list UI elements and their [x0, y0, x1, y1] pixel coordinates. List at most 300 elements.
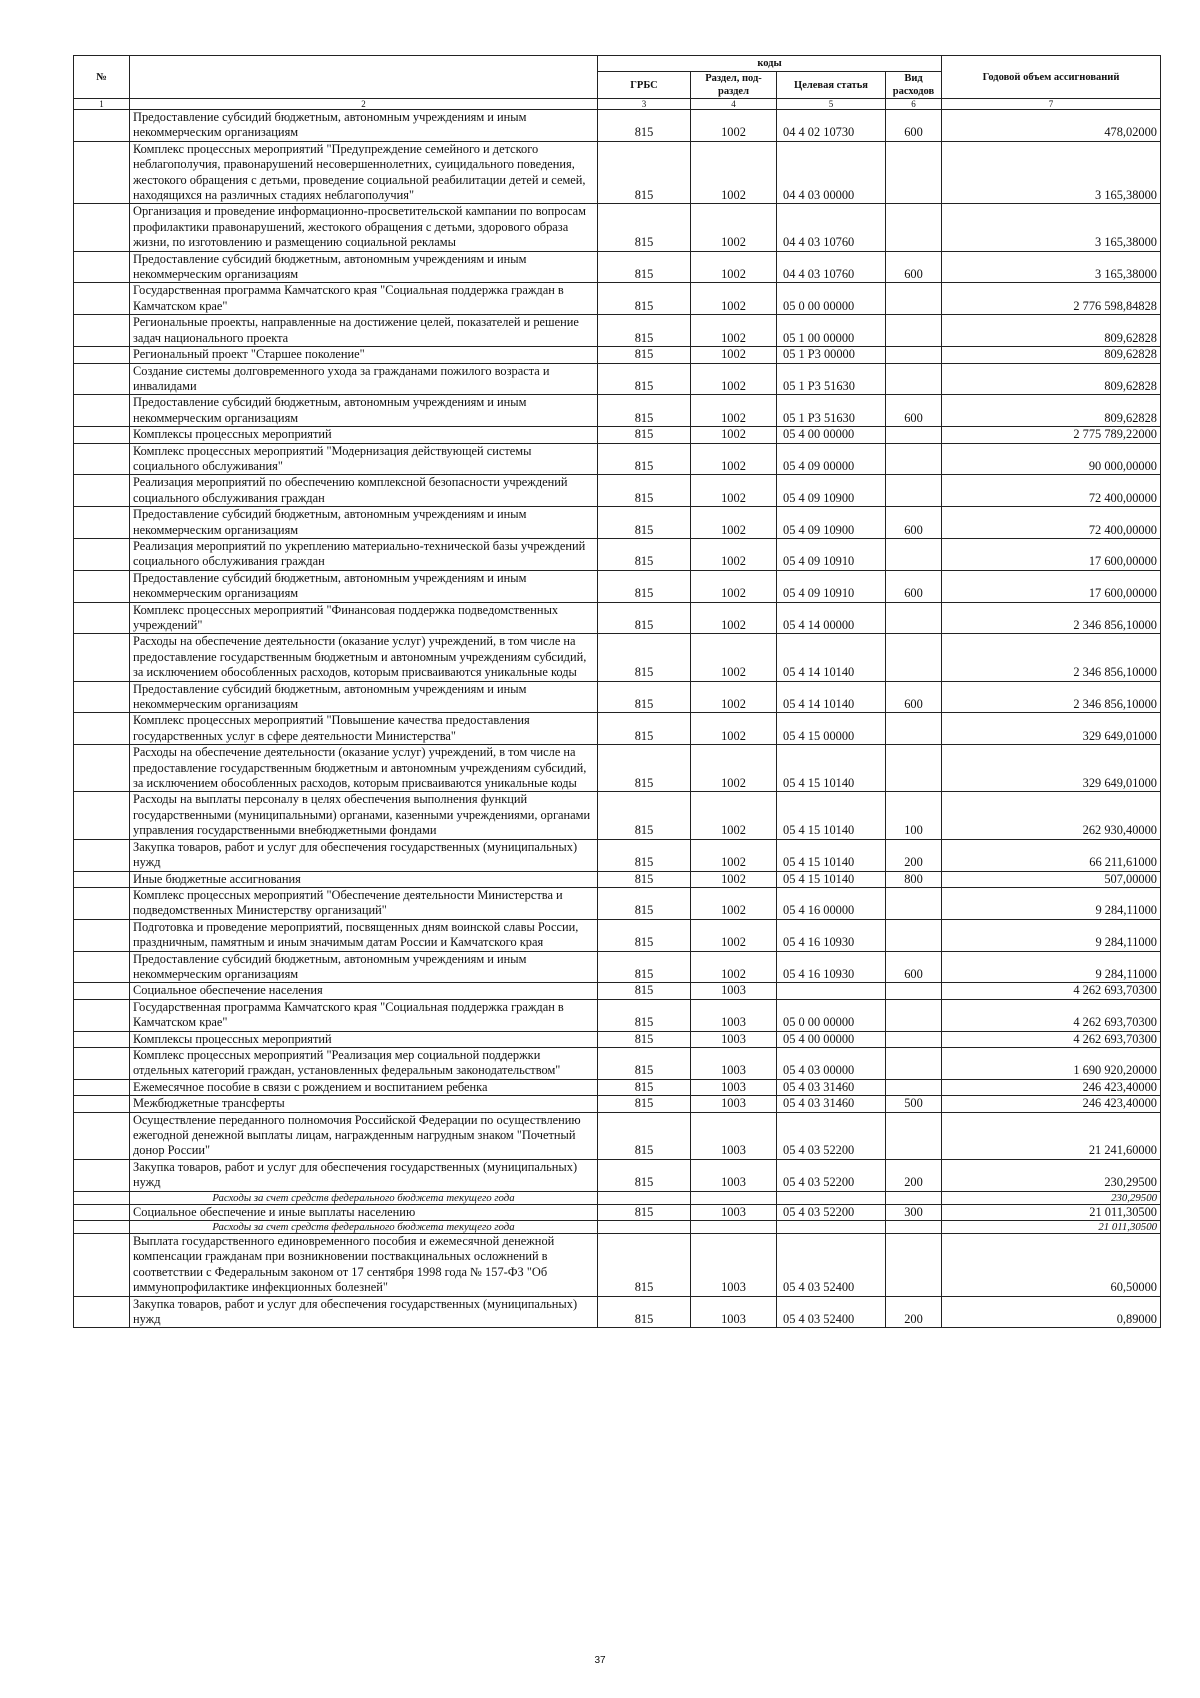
cell-cel: 05 4 09 10900 [777, 475, 886, 507]
cell-razdel: 1002 [691, 141, 777, 204]
cell-vid [886, 999, 942, 1031]
cell-vid [886, 602, 942, 634]
header-sum: Годовой объем ассигнований [942, 56, 1161, 99]
cell-sum: 2 346 856,10000 [942, 602, 1161, 634]
cell-vid [886, 1191, 942, 1204]
cell-name: Ежемесячное пособие в связи с рождением и воспитанием ребенка [130, 1079, 598, 1095]
table-row [74, 363, 1161, 395]
cell-grbs: 815 [598, 1079, 691, 1095]
cell-grbs: 815 [598, 283, 691, 315]
cell-sum: 2 776 598,84828 [942, 283, 1161, 315]
cell-name: Создание системы долговременного ухода за гражданами пожилого возраста и инвалидами [130, 363, 598, 395]
table-row [74, 792, 1161, 839]
cell-name: Региональные проекты, направленные на достижение целей, показателей и решение задач национального проекта [130, 315, 598, 347]
cell-no [74, 1079, 130, 1095]
cell-name: Закупка товаров, работ и услуг для обеспечения государственных (муниципальных) нужд [130, 1296, 598, 1328]
cell-razdel: 1002 [691, 110, 777, 142]
cell-name: Реализация мероприятий по укреплению материально-технической базы учреждений социального обслуживания граждан [130, 538, 598, 570]
cell-grbs: 815 [598, 1159, 691, 1191]
cell-cel: 05 4 03 52200 [777, 1159, 886, 1191]
cell-cel: 05 0 00 00000 [777, 283, 886, 315]
table-row [74, 1159, 1161, 1191]
cell-cel: 05 1 P3 00000 [777, 347, 886, 363]
cell-no [74, 745, 130, 792]
cell-vid: 600 [886, 951, 942, 983]
cell-no [74, 283, 130, 315]
cell-razdel: 1002 [691, 395, 777, 427]
cell-no [74, 204, 130, 251]
cell-sum: 72 400,00000 [942, 507, 1161, 539]
cell-no [74, 110, 130, 142]
table-row [74, 919, 1161, 951]
cell-vid [886, 363, 942, 395]
cell-sum: 809,62828 [942, 395, 1161, 427]
cell-no [74, 570, 130, 602]
table-row [74, 951, 1161, 983]
cell-grbs: 815 [598, 745, 691, 792]
cell-no [74, 507, 130, 539]
cell-vid [886, 634, 942, 681]
cell-cel: 04 4 03 00000 [777, 141, 886, 204]
cell-grbs: 815 [598, 1096, 691, 1112]
cell-cel: 04 4 03 10760 [777, 204, 886, 251]
table-row [74, 1204, 1161, 1220]
cell-grbs: 815 [598, 363, 691, 395]
note-row [74, 1191, 1161, 1204]
table-row [74, 315, 1161, 347]
cell-grbs: 815 [598, 792, 691, 839]
cell-name: Государственная программа Камчатского края "Социальная поддержка граждан в Камчатском крае" [130, 283, 598, 315]
cell-cel: 04 4 03 10760 [777, 251, 886, 283]
budget-table-sheet [73, 55, 1160, 1328]
col-number-5: 5 [777, 99, 886, 110]
cell-razdel: 1002 [691, 251, 777, 283]
cell-razdel: 1002 [691, 443, 777, 475]
table-row [74, 1047, 1161, 1079]
cell-cel: 05 4 15 00000 [777, 713, 886, 745]
cell-no [74, 347, 130, 363]
cell-vid [886, 141, 942, 204]
table-row [74, 745, 1161, 792]
cell-razdel: 1002 [691, 602, 777, 634]
cell-no [74, 427, 130, 443]
cell-sum: 329 649,01000 [942, 745, 1161, 792]
cell-cel: 05 4 09 10910 [777, 570, 886, 602]
cell-razdel: 1002 [691, 363, 777, 395]
cell-cel [777, 1221, 886, 1234]
table-row [74, 251, 1161, 283]
cell-grbs: 815 [598, 887, 691, 919]
cell-razdel: 1002 [691, 283, 777, 315]
cell-vid [886, 983, 942, 999]
cell-grbs: 815 [598, 871, 691, 887]
cell-sum: 230,29500 [942, 1159, 1161, 1191]
cell-name: Выплата государственного единовременного пособия и ежемесячной денежной компенсации гражданам при возникновении поствакцинальных осложнений в соответствии с Федеральным законом от 17 сентября 1998 года № 157-ФЗ "Об иммунопрофилактике инфекционных болезней" [130, 1234, 598, 1297]
table-row [74, 443, 1161, 475]
cell-vid [886, 919, 942, 951]
cell-razdel: 1002 [691, 570, 777, 602]
cell-no [74, 951, 130, 983]
col-number-2: 2 [130, 99, 598, 110]
cell-cel: 05 4 16 00000 [777, 887, 886, 919]
cell-razdel: 1003 [691, 1047, 777, 1079]
cell-razdel: 1002 [691, 507, 777, 539]
cell-cel: 05 4 03 31460 [777, 1096, 886, 1112]
cell-cel: 05 4 03 52400 [777, 1296, 886, 1328]
cell-razdel: 1002 [691, 347, 777, 363]
col-number-6: 6 [886, 99, 942, 110]
cell-name: Предоставление субсидий бюджетным, автономным учреждениям и иным некоммерческим организациям [130, 251, 598, 283]
cell-grbs: 815 [598, 315, 691, 347]
cell-grbs: 815 [598, 475, 691, 507]
table-row [74, 427, 1161, 443]
cell-no [74, 1096, 130, 1112]
cell-no [74, 1031, 130, 1047]
cell-cel: 05 4 14 10140 [777, 634, 886, 681]
cell-name: Комплекс процессных мероприятий "Обеспечение деятельности Министерства и подведомственных Министерству организаций" [130, 887, 598, 919]
cell-no [74, 839, 130, 871]
cell-grbs: 815 [598, 427, 691, 443]
table-row [74, 507, 1161, 539]
cell-no [74, 1191, 130, 1204]
col-number-7: 7 [942, 99, 1161, 110]
cell-vid: 200 [886, 1159, 942, 1191]
table-row [74, 204, 1161, 251]
cell-vid [886, 538, 942, 570]
cell-razdel: 1002 [691, 871, 777, 887]
header-vid: Вид расходов [886, 72, 942, 99]
cell-razdel [691, 1191, 777, 1204]
cell-vid [886, 745, 942, 792]
cell-cel: 05 4 03 52400 [777, 1234, 886, 1297]
cell-vid [886, 713, 942, 745]
cell-sum: 66 211,61000 [942, 839, 1161, 871]
cell-grbs: 815 [598, 443, 691, 475]
cell-sum: 21 011,30500 [942, 1204, 1161, 1220]
header-num: № [74, 56, 130, 99]
cell-sum: 478,02000 [942, 110, 1161, 142]
cell-razdel [691, 1221, 777, 1234]
cell-razdel: 1002 [691, 887, 777, 919]
cell-vid [886, 1047, 942, 1079]
cell-cel: 05 4 16 10930 [777, 919, 886, 951]
cell-razdel: 1002 [691, 427, 777, 443]
cell-no [74, 681, 130, 713]
cell-name: Предоставление субсидий бюджетным, автономным учреждениям и иным некоммерческим организациям [130, 110, 598, 142]
table-row [74, 713, 1161, 745]
cell-razdel: 1002 [691, 475, 777, 507]
cell-grbs: 815 [598, 634, 691, 681]
cell-no [74, 1159, 130, 1191]
table-body [74, 110, 1161, 1328]
cell-vid [886, 1112, 942, 1159]
cell-cel: 05 4 15 10140 [777, 871, 886, 887]
cell-name: Подготовка и проведение мероприятий, посвященных дням воинской славы России, праздничным, памятным и иным значимым датам России и Камчатского края [130, 919, 598, 951]
cell-cel: 05 4 03 52200 [777, 1112, 886, 1159]
cell-cel: 05 1 00 00000 [777, 315, 886, 347]
cell-name: Предоставление субсидий бюджетным, автономным учреждениям и иным некоммерческим организациям [130, 570, 598, 602]
cell-name: Социальное обеспечение и иные выплаты населению [130, 1204, 598, 1220]
cell-vid: 100 [886, 792, 942, 839]
cell-grbs: 815 [598, 951, 691, 983]
cell-cel [777, 1191, 886, 1204]
cell-grbs: 815 [598, 570, 691, 602]
cell-no [74, 251, 130, 283]
cell-razdel: 1002 [691, 713, 777, 745]
cell-name: Предоставление субсидий бюджетным, автономным учреждениям и иным некоммерческим организациям [130, 681, 598, 713]
cell-razdel: 1002 [691, 919, 777, 951]
cell-razdel: 1003 [691, 1159, 777, 1191]
table-row [74, 283, 1161, 315]
cell-no [74, 315, 130, 347]
cell-sum: 809,62828 [942, 347, 1161, 363]
cell-name: Расходы на обеспечение деятельности (оказание услуг) учреждений, в том числе на предоставление государственным бюджетным и автономным учреждениям субсидий, за исключением обособленных расходов, которым присваиваются уникальные коды [130, 745, 598, 792]
cell-razdel: 1003 [691, 1296, 777, 1328]
cell-razdel: 1002 [691, 204, 777, 251]
cell-cel: 05 4 09 00000 [777, 443, 886, 475]
cell-no [74, 887, 130, 919]
cell-no [74, 999, 130, 1031]
cell-name: Закупка товаров, работ и услуг для обеспечения государственных (муниципальных) нужд [130, 839, 598, 871]
cell-sum: 17 600,00000 [942, 570, 1161, 602]
cell-no [74, 538, 130, 570]
cell-razdel: 1003 [691, 1031, 777, 1047]
cell-name: Региональный проект "Старшее поколение" [130, 347, 598, 363]
table-row [74, 347, 1161, 363]
cell-no [74, 395, 130, 427]
cell-sum: 4 262 693,70300 [942, 983, 1161, 999]
table-row [74, 538, 1161, 570]
cell-sum: 246 423,40000 [942, 1079, 1161, 1095]
cell-name: Предоставление субсидий бюджетным, автономным учреждениям и иным некоммерческим организациям [130, 395, 598, 427]
cell-cel: 05 4 03 00000 [777, 1047, 886, 1079]
cell-sum: 246 423,40000 [942, 1096, 1161, 1112]
cell-grbs: 815 [598, 251, 691, 283]
cell-grbs: 815 [598, 110, 691, 142]
cell-vid: 600 [886, 251, 942, 283]
cell-razdel: 1003 [691, 1079, 777, 1095]
cell-no [74, 1234, 130, 1297]
cell-no [74, 919, 130, 951]
header-codes: коды [598, 56, 942, 72]
cell-sum: 809,62828 [942, 363, 1161, 395]
cell-vid [886, 1079, 942, 1095]
cell-name: Комплекс процессных мероприятий "Реализация мер социальной поддержки отдельных категорий граждан, установленных федеральным законодательством" [130, 1047, 598, 1079]
cell-vid: 600 [886, 507, 942, 539]
cell-sum: 230,29500 [942, 1191, 1161, 1204]
cell-grbs: 815 [598, 1234, 691, 1297]
cell-cel: 04 4 02 10730 [777, 110, 886, 142]
cell-sum: 0,89000 [942, 1296, 1161, 1328]
cell-cel: 05 4 15 10140 [777, 792, 886, 839]
cell-no [74, 1296, 130, 1328]
cell-sum: 90 000,00000 [942, 443, 1161, 475]
cell-name: Межбюджетные трансферты [130, 1096, 598, 1112]
cell-cel: 05 4 03 52200 [777, 1204, 886, 1220]
note-row [74, 1221, 1161, 1234]
cell-name: Комплекс процессных мероприятий "Предупреждение семейного и детского неблагополучия, правонарушений несовершеннолетних, суицидального поведения, жестокого обращения с детьми, проведение социальной реабилитации детей и семей, находящихся на различных стадиях неблагополучия" [130, 141, 598, 204]
cell-cel: 05 4 16 10930 [777, 951, 886, 983]
cell-name: Расходы на выплаты персоналу в целях обеспечения выполнения функций государственными (муниципальными) органами, казенными учреждениями, органами управления государственными внебюджетными фондами [130, 792, 598, 839]
cell-vid [886, 347, 942, 363]
cell-grbs: 815 [598, 983, 691, 999]
cell-no [74, 983, 130, 999]
cell-vid [886, 887, 942, 919]
cell-sum: 72 400,00000 [942, 475, 1161, 507]
cell-cel: 05 4 09 10900 [777, 507, 886, 539]
cell-vid: 200 [886, 839, 942, 871]
cell-razdel: 1003 [691, 1234, 777, 1297]
cell-no [74, 1047, 130, 1079]
cell-vid [886, 283, 942, 315]
cell-name: Закупка товаров, работ и услуг для обеспечения государственных (муниципальных) нужд [130, 1159, 598, 1191]
cell-sum: 3 165,38000 [942, 251, 1161, 283]
cell-vid [886, 427, 942, 443]
cell-vid [886, 1234, 942, 1297]
cell-sum: 2 346 856,10000 [942, 634, 1161, 681]
cell-sum: 3 165,38000 [942, 141, 1161, 204]
cell-vid: 300 [886, 1204, 942, 1220]
table-row [74, 141, 1161, 204]
cell-name: Государственная программа Камчатского края "Социальная поддержка граждан в Камчатском крае" [130, 999, 598, 1031]
cell-vid [886, 443, 942, 475]
col-number-4: 4 [691, 99, 777, 110]
cell-no [74, 871, 130, 887]
cell-cel: 05 4 15 10140 [777, 839, 886, 871]
cell-vid: 800 [886, 871, 942, 887]
cell-cel: 05 4 09 10910 [777, 538, 886, 570]
cell-name: Социальное обеспечение населения [130, 983, 598, 999]
cell-no [74, 1221, 130, 1234]
table-row [74, 1079, 1161, 1095]
cell-grbs [598, 1191, 691, 1204]
cell-grbs: 815 [598, 1031, 691, 1047]
table-row [74, 681, 1161, 713]
cell-name: Комплексы процессных мероприятий [130, 427, 598, 443]
cell-vid [886, 475, 942, 507]
cell-name: Комплекс процессных мероприятий "Модернизация действующей системы социального обслуживания" [130, 443, 598, 475]
cell-sum: 1 690 920,20000 [942, 1047, 1161, 1079]
table-row [74, 871, 1161, 887]
table-row [74, 1031, 1161, 1047]
cell-sum: 9 284,11000 [942, 951, 1161, 983]
cell-name: Предоставление субсидий бюджетным, автономным учреждениям и иным некоммерческим организациям [130, 507, 598, 539]
cell-vid: 600 [886, 570, 942, 602]
page-number: 37 [594, 1655, 606, 1666]
cell-sum: 2 775 789,22000 [942, 427, 1161, 443]
table-row [74, 570, 1161, 602]
cell-razdel: 1003 [691, 1204, 777, 1220]
header-cel: Целевая статья [777, 72, 886, 99]
cell-sum: 262 930,40000 [942, 792, 1161, 839]
col-number-3: 3 [598, 99, 691, 110]
cell-no [74, 363, 130, 395]
cell-name: Иные бюджетные ассигнования [130, 871, 598, 887]
cell-name: Осуществление переданного полномочия Российской Федерации по осуществлению ежегодной денежной выплаты лицам, награжденным нагрудным знаком "Почетный донор России" [130, 1112, 598, 1159]
cell-vid: 600 [886, 681, 942, 713]
cell-grbs: 815 [598, 999, 691, 1031]
cell-razdel: 1002 [691, 315, 777, 347]
cell-sum: 9 284,11000 [942, 887, 1161, 919]
cell-razdel: 1002 [691, 792, 777, 839]
cell-no [74, 713, 130, 745]
cell-sum: 60,50000 [942, 1234, 1161, 1297]
cell-no [74, 634, 130, 681]
cell-grbs: 815 [598, 347, 691, 363]
cell-vid [886, 1221, 942, 1234]
cell-grbs: 815 [598, 1112, 691, 1159]
table-row [74, 887, 1161, 919]
cell-sum: 17 600,00000 [942, 538, 1161, 570]
cell-razdel: 1003 [691, 999, 777, 1031]
cell-sum: 2 346 856,10000 [942, 681, 1161, 713]
cell-grbs: 815 [598, 713, 691, 745]
cell-no [74, 792, 130, 839]
cell-razdel: 1002 [691, 745, 777, 792]
cell-cel [777, 983, 886, 999]
cell-sum: 809,62828 [942, 315, 1161, 347]
cell-name: Расходы за счет средств федерального бюджета текущего года [130, 1221, 598, 1234]
table-row [74, 395, 1161, 427]
cell-grbs: 815 [598, 507, 691, 539]
header-razdel: Раздел, под-раздел [691, 72, 777, 99]
table-row [74, 839, 1161, 871]
cell-razdel: 1003 [691, 983, 777, 999]
cell-sum: 9 284,11000 [942, 919, 1161, 951]
cell-grbs: 815 [598, 1047, 691, 1079]
table-row [74, 1096, 1161, 1112]
cell-vid: 200 [886, 1296, 942, 1328]
cell-grbs: 815 [598, 1204, 691, 1220]
cell-grbs: 815 [598, 1296, 691, 1328]
cell-name: Комплекс процессных мероприятий "Финансовая поддержка подведомственных учреждений" [130, 602, 598, 634]
cell-vid: 600 [886, 110, 942, 142]
cell-grbs: 815 [598, 681, 691, 713]
cell-razdel: 1002 [691, 951, 777, 983]
table-row [74, 983, 1161, 999]
cell-name: Комплексы процессных мероприятий [130, 1031, 598, 1047]
cell-no [74, 141, 130, 204]
cell-cel: 05 4 14 10140 [777, 681, 886, 713]
table-row [74, 475, 1161, 507]
cell-vid [886, 204, 942, 251]
cell-razdel: 1002 [691, 538, 777, 570]
cell-sum: 329 649,01000 [942, 713, 1161, 745]
cell-cel: 05 4 03 31460 [777, 1079, 886, 1095]
cell-razdel: 1002 [691, 839, 777, 871]
col-number-1: 1 [74, 99, 130, 110]
table-row [74, 1112, 1161, 1159]
cell-razdel: 1003 [691, 1112, 777, 1159]
table-row [74, 1296, 1161, 1328]
cell-grbs: 815 [598, 839, 691, 871]
cell-cel: 05 4 00 00000 [777, 1031, 886, 1047]
table-row [74, 999, 1161, 1031]
cell-vid [886, 1031, 942, 1047]
table-row [74, 110, 1161, 142]
table-row [74, 634, 1161, 681]
cell-name: Расходы на обеспечение деятельности (оказание услуг) учреждений, в том числе на предоставление государственным бюджетным и автономным учреждениям субсидий, за исключением обособленных расходов, которым присваиваются уникальные коды [130, 634, 598, 681]
cell-vid: 600 [886, 395, 942, 427]
cell-sum: 21 241,60000 [942, 1112, 1161, 1159]
cell-name: Организация и проведение информационно-просветительской кампании по вопросам профилактики правонарушений, жестокого обращения с детьми, здорового образа жизни, по изготовлению и размещению социальной рекламы [130, 204, 598, 251]
cell-sum: 21 011,30500 [942, 1221, 1161, 1234]
cell-grbs: 815 [598, 204, 691, 251]
cell-grbs: 815 [598, 395, 691, 427]
cell-cel: 05 4 15 10140 [777, 745, 886, 792]
cell-razdel: 1003 [691, 1096, 777, 1112]
cell-name: Расходы за счет средств федерального бюджета текущего года [130, 1191, 598, 1204]
